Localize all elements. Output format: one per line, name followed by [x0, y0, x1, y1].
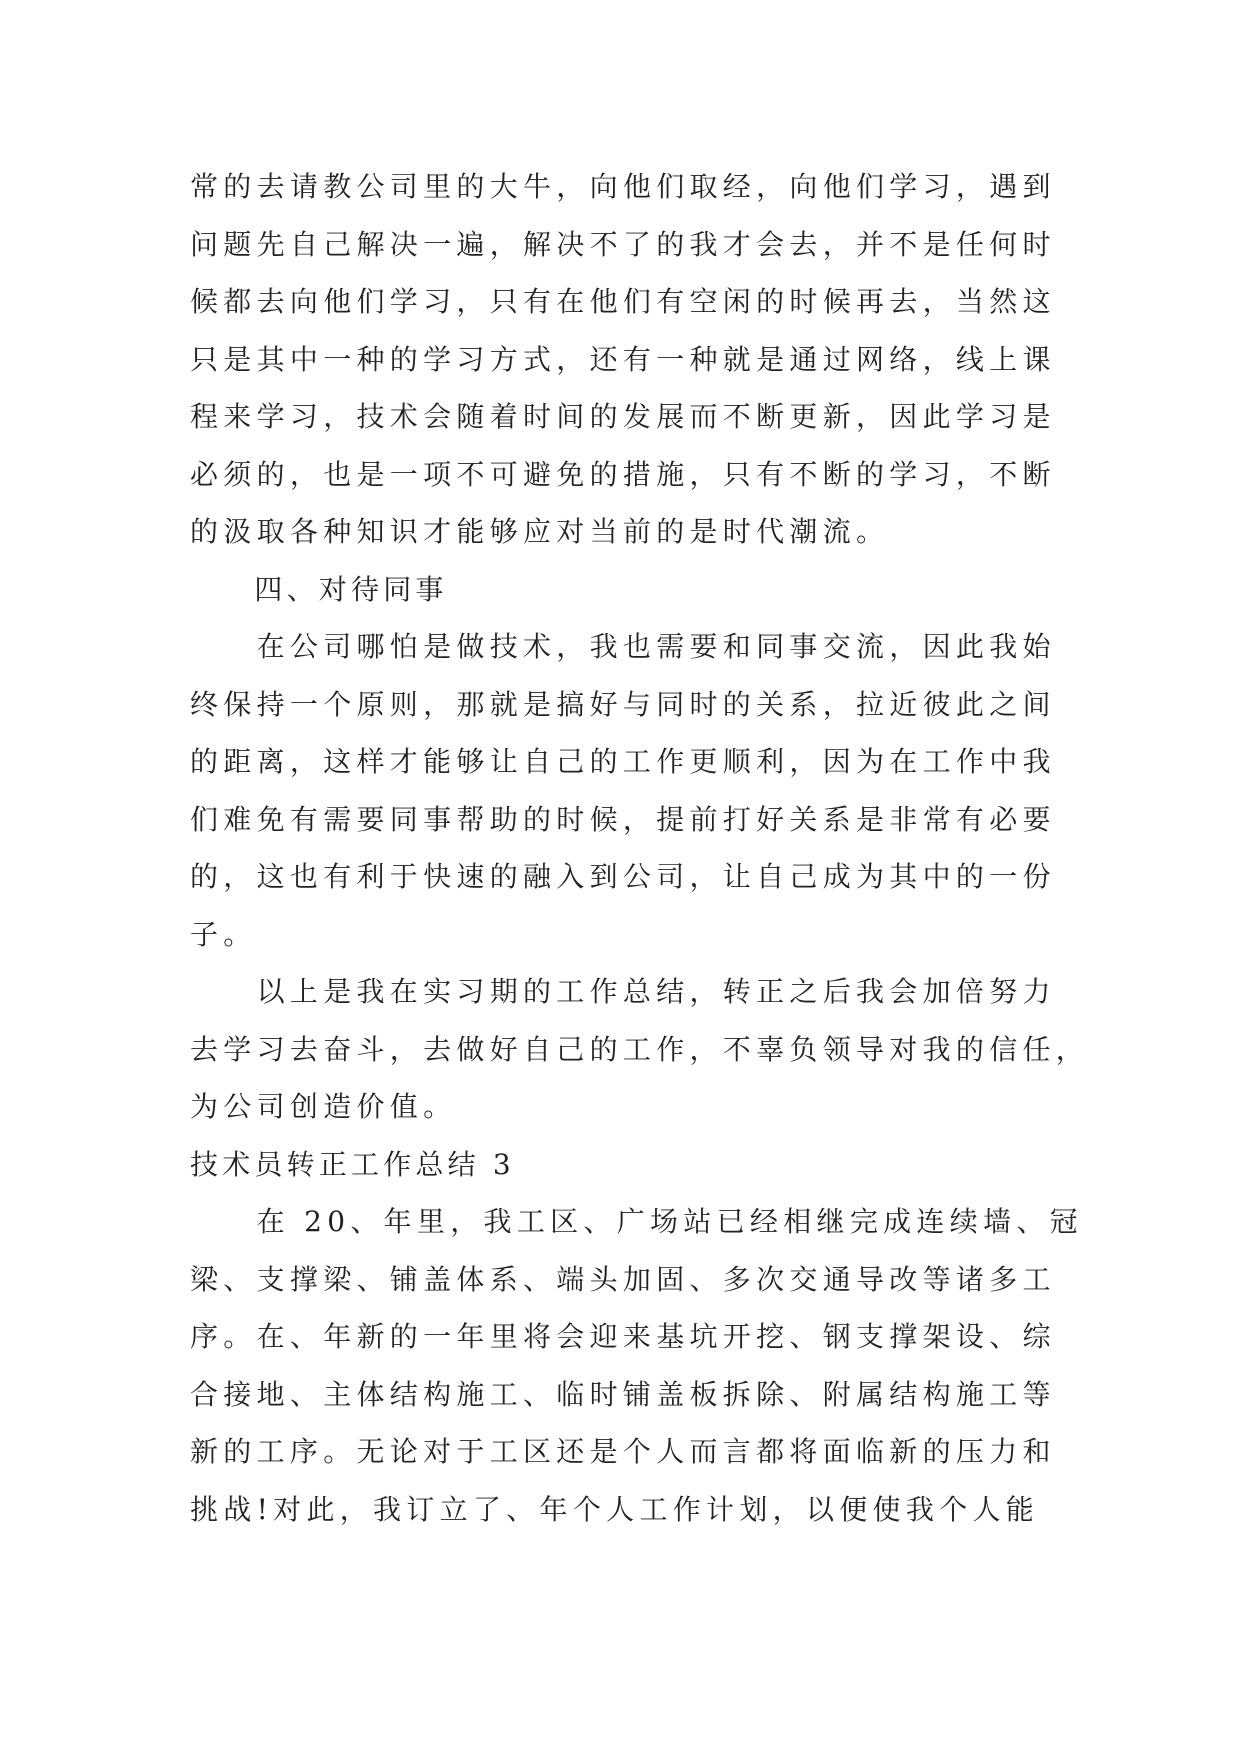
paragraph-colleagues	[190, 618, 1060, 963]
text-line: 问题先自己解决一遍，解决不了的我才会去，并不是任何时	[190, 227, 1056, 261]
text-line: 的，这也有利于快速的融入到公司，让自己成为其中的一份	[190, 860, 1056, 893]
text-line: 程来学习，技术会随着时间的发展而不断更新，因此学习是	[190, 400, 1056, 433]
text-line: 在 20、年里，我工区、广场站已经相继完成连续墙、冠	[190, 1205, 1083, 1238]
text-line: 合接地、主体结构施工、临时铺盖板拆除、附属结构施工等	[190, 1377, 1056, 1411]
text-line: 只是其中一种的学习方式，还有一种就是通过网络，线上课	[190, 342, 1056, 376]
text-line: 的距离，这样才能够让自己的工作更顺利，因为在工作中我	[190, 745, 1056, 778]
text-line: 在公司哪怕是做技术，我也需要和同事交流，因此我始	[190, 630, 1056, 663]
section-heading: 四、对待同事	[190, 572, 448, 606]
paragraph-work-plan	[190, 1193, 1083, 1538]
document-body	[190, 158, 1090, 1538]
text-line: 新的工序。无论对于工区还是个人而言都将面临新的压力和	[190, 1435, 1056, 1468]
text-line: 常的去请教公司里的大牛，向他们取经，向他们学习，遇到	[190, 170, 1056, 203]
text-line: 们难免有需要同事帮助的时候，提前打好关系是非常有必要	[190, 802, 1056, 836]
text-line: 子。	[190, 917, 257, 951]
text-line: 的汲取各种知识才能够应对当前的是时代潮流。	[190, 515, 890, 548]
text-line: 候都去向他们学习，只有在他们有空闲的时候再去，当然这	[190, 285, 1056, 318]
text-line: 为公司创造价值。	[190, 1090, 457, 1123]
text-line: 终保持一个原则，那就是搞好与同时的关系，拉近彼此之间	[190, 687, 1056, 721]
text-line: 序。在、年新的一年里将会迎来基坑开挖、钢支撑架设、综	[190, 1320, 1056, 1353]
article-title: 技术员转正工作总结 3	[190, 1147, 515, 1181]
text-line: 以上是我在实习期的工作总结，转正之后我会加倍努力	[190, 975, 1056, 1008]
text-line: 梁、支撑梁、铺盖体系、端头加固、多次交通导改等诸多工	[190, 1262, 1056, 1296]
text-line: 挑战!对此，我订立了、年个人工作计划，以便使我个人能	[190, 1492, 1040, 1526]
paragraph-conclusion	[190, 963, 1090, 1136]
paragraph-continued	[190, 158, 1060, 561]
text-line: 去学习去奋斗，去做好自己的工作，不辜负领导对我的信任，	[190, 1032, 1090, 1066]
text-line: 必须的，也是一项不可避免的措施，只有不断的学习，不断	[190, 457, 1056, 491]
